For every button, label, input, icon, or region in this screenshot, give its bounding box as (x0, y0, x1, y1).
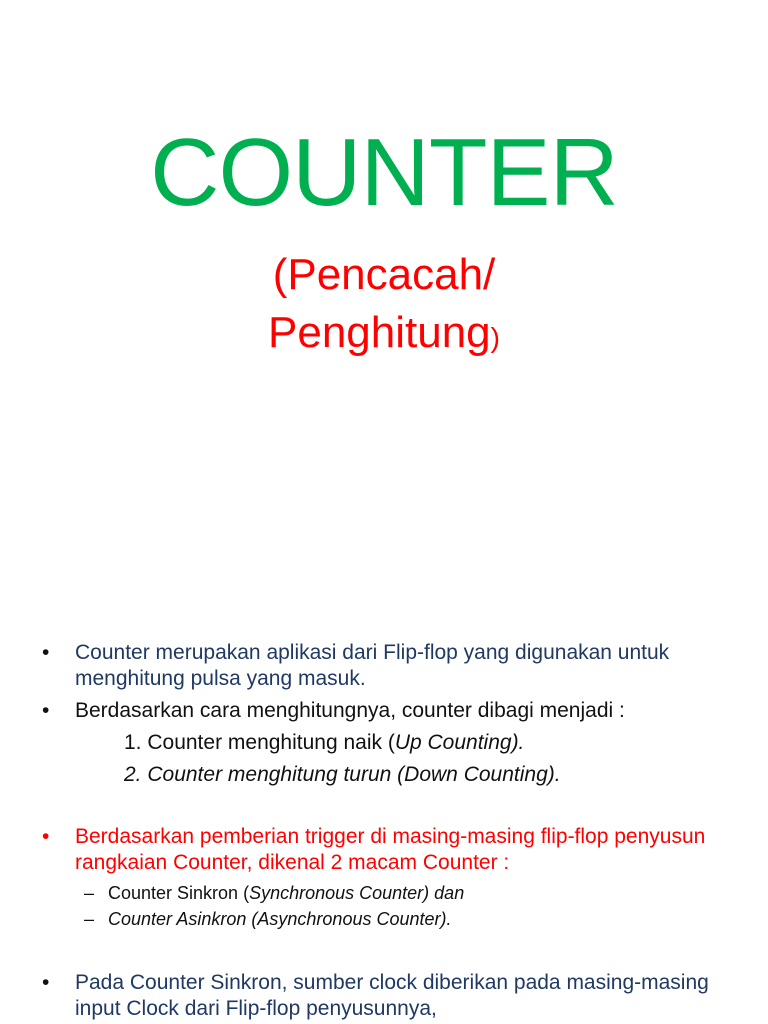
numbered-item-1-text: 1. Counter menghitung naik ( (124, 731, 395, 754)
sub-item-1 (0, 880, 768, 906)
bullet-item-1 (0, 640, 768, 692)
sub-item-1-text: Counter Sinkron ( (108, 883, 250, 903)
bullet-item-4 (0, 970, 768, 1022)
sub-item-1-italic: Synchronous Counter) dan (249, 883, 465, 903)
numbered-item-1 (0, 730, 768, 756)
slide-body (0, 640, 768, 1022)
numbered-item-2-text: 2. Counter menghitung turun (Down Counting). (124, 763, 561, 786)
bullet-text-1: Counter merupakan aplikasi dari Flip-flop yang digunakan untuk menghitung pulsa yang masuk. (75, 641, 670, 690)
bullet-text-3: Berdasarkan pemberian trigger di masing-masing flip-flop penyusun rangkaian Counter, dikenal 2 macam Counter : (75, 825, 706, 874)
slide-title: COUNTER (150, 119, 618, 226)
bullet-text-2: Berdasarkan cara menghitungnya, counter dibagi menjadi : (75, 699, 625, 722)
numbered-item-2 (0, 762, 768, 788)
subtitle-line-2-text: Penghitung (268, 308, 491, 357)
slide-subtitle (0, 246, 768, 367)
bullet-dot-icon: • (42, 825, 50, 848)
bullet-text-4: Pada Counter Sinkron, sumber clock diberikan pada masing-masing input Clock dari Flip-flop penyusunnya, (75, 971, 709, 1020)
bullet-item-3 (0, 824, 768, 876)
bullet-dot-icon: • (42, 641, 50, 664)
sub-item-2-text: Counter Asinkron (Asynchronous Counter). (108, 909, 452, 929)
bullet-dot-icon: • (42, 699, 50, 722)
subtitle-line-1: (Pencacah/ (272, 250, 496, 299)
bullet-item-2 (0, 698, 768, 724)
bullet-dot-icon: • (42, 971, 50, 994)
sub-item-2 (0, 906, 768, 932)
numbered-item-1-italic: Up Counting). (394, 731, 525, 754)
dash-icon: – (84, 883, 95, 903)
dash-icon: – (84, 909, 95, 929)
subtitle-line-2 (0, 304, 768, 367)
subtitle-close-paren: ) (490, 322, 500, 353)
